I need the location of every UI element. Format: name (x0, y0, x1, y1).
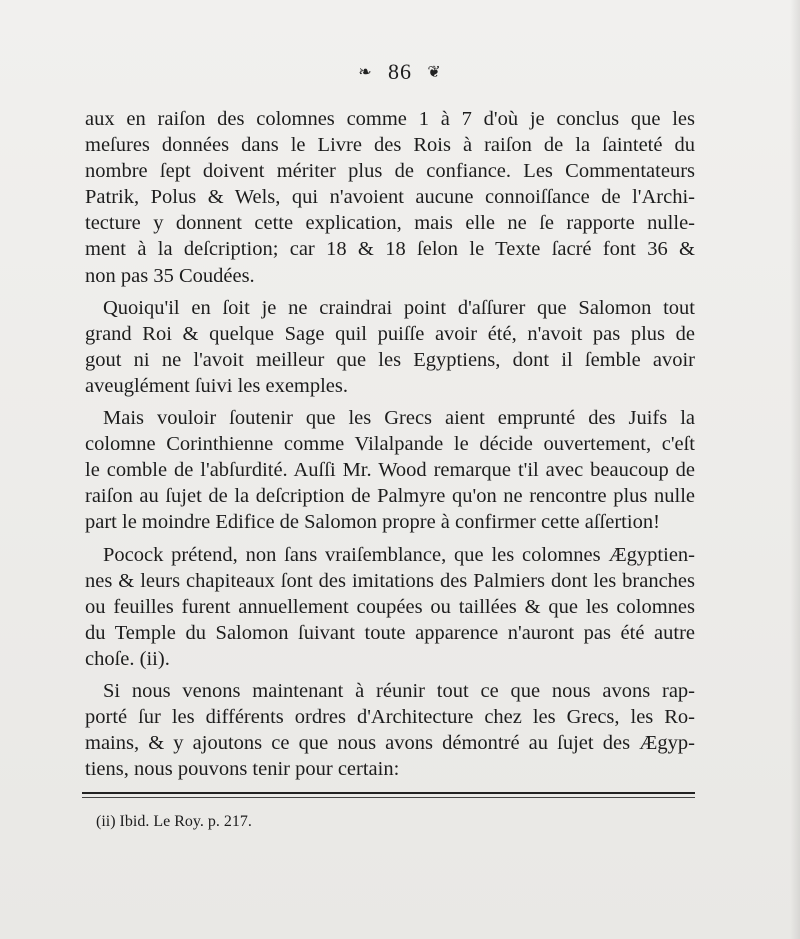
footnote-rule-thin (82, 797, 695, 798)
left-ornament-icon: ❧ (358, 62, 373, 81)
paragraph-3 (85, 405, 695, 535)
paragraph-2 (85, 295, 695, 399)
text-line: raiſon au ſujet de la deſcription de Palmyre qu'on ne rencontre plus nulle (85, 485, 695, 508)
text-line: part le moindre Edifice de Salomon propre à confirmer cette aſſertion! (85, 511, 660, 534)
text-line: grand Roi & quelque Sage quil puiſſe avoir été, n'avoit pas plus de (85, 322, 695, 345)
text-line: Pocock prétend, non ſans vraiſemblance, que les colomnes Ægyptien- (103, 543, 695, 566)
paragraph-4 (85, 542, 695, 672)
paragraph-5 (85, 678, 695, 782)
page-edge-shadow (790, 0, 800, 939)
text-line: aveuglément ſuivi les exemples. (85, 374, 349, 397)
text-line: choſe. (ii). (85, 647, 170, 670)
text-line: du Temple du Salomon ſuivant toute apparence n'auront pas été autre (85, 621, 695, 644)
text-line: aux en raiſon des colomnes comme 1 à 7 d'où je conclus que les (85, 108, 695, 130)
running-header (0, 58, 800, 85)
page-number: 86 (388, 58, 412, 84)
text-line: ment à la deſcription; car 18 & 18 ſelon le Texte ſacré font 36 & (85, 238, 695, 261)
right-ornament-icon: ❦ (427, 62, 442, 81)
footnote-rule (82, 792, 695, 794)
text-line: tiens, nous pouvons tenir pour certain: (85, 758, 400, 781)
footnote: (ii) Ibid. Le Roy. p. 217. (96, 813, 252, 830)
text-line: nes & leurs chapiteaux ſont des imitations des Palmiers dont les branches (85, 569, 695, 592)
text-line: gout ni ne l'avoit meilleur que les Egyptiens, dont il ſemble avoir (85, 348, 695, 371)
paragraph-1 (85, 106, 695, 289)
body-text (85, 100, 695, 782)
text-line: Patrik, Polus & Wels, qui n'avoient aucune connoiſſance de l'Archi- (85, 186, 695, 209)
text-line: Mais vouloir ſoutenir que les Grecs aient emprunté des Juifs la (103, 407, 695, 430)
text-line: non pas 35 Coudées. (85, 264, 255, 287)
text-line: Quoiqu'il en ſoit je ne craindrai point d'aſſurer que Salomon tout (103, 296, 695, 319)
text-line: ou feuilles furent annuellement coupées ou taillées & que les colomnes (85, 595, 695, 618)
text-line: tecture y donnent cette explication, mais elle ne ſe rapporte nulle- (85, 212, 695, 235)
text-line: colomne Corinthienne comme Vilalpande le décide ouvertement, c'eſt (85, 433, 695, 456)
text-line: mains, & y ajoutons ce que nous avons démontré au ſujet des Ægyp- (85, 732, 695, 755)
text-line: le comble de l'abſurdité. Auſſi Mr. Wood remarque t'il avec beaucoup de (85, 459, 695, 482)
text-line: nombre ſept doivent mériter plus de confiance. Les Commentateurs (85, 160, 695, 183)
text-line: Si nous venons maintenant à réunir tout ce que nous avons rap- (103, 679, 695, 702)
text-line: porté ſur les différents ordres d'Architecture chez les Grecs, les Ro- (85, 706, 695, 729)
text-line: meſures données dans le Livre des Rois à raiſon de la ſainteté du (85, 134, 695, 157)
